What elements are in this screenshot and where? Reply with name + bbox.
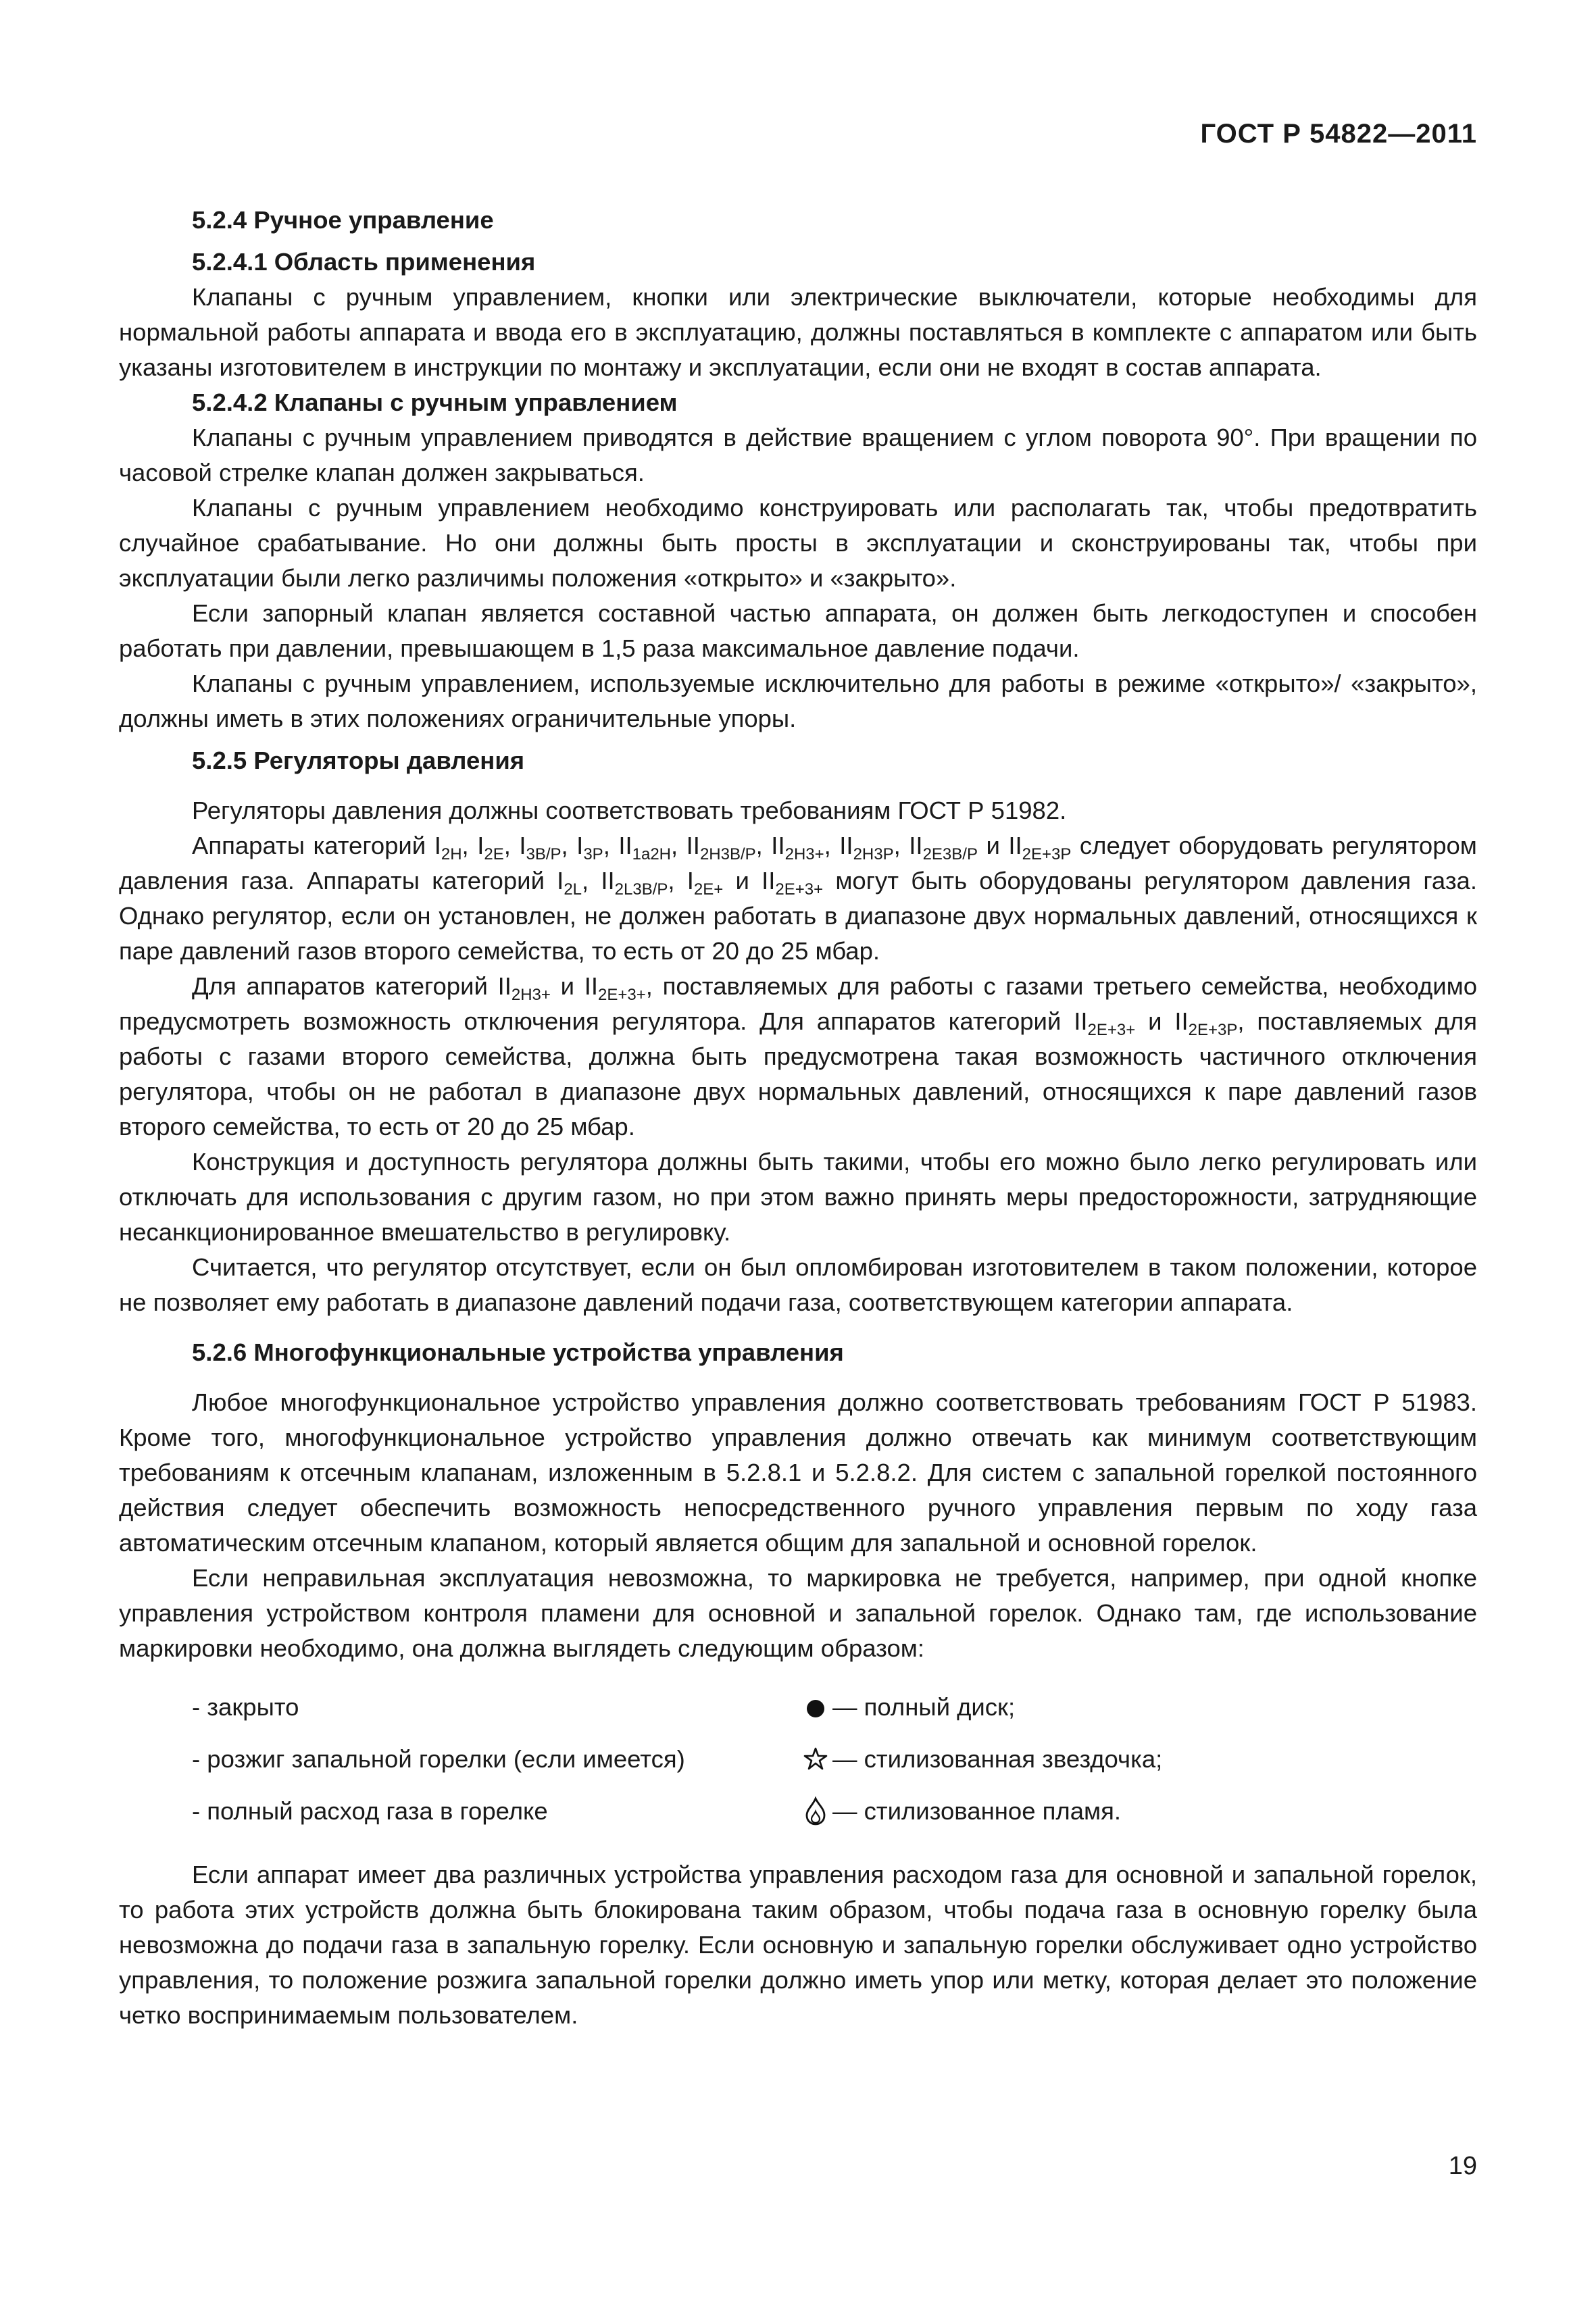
marking-label: - полный расход газа в горелке <box>192 1796 548 1825</box>
page-number: 19 <box>1448 2152 1477 2180</box>
document-body <box>119 196 1477 2033</box>
paragraph-regulator-disable: Для аппаратов категорий $II_{2H3+}$ и $II_{2E+3+}$, поставляемых для работы с газами третьего семейства, необходимо предусмотреть возможность отключения регулятора. Для аппаратов категорий $II_{2E+3+}$ и $II_{2E+3P}$, поставляемых для работы с газами второго семейства, должна быть предусмотрена такая возможность частичного отключения регулятора, чтобы он не работал в диапазоне двух нормальных давлений, относящихся к паре давлений газов второго семейства, то есть от 20 до 25 мбар. <box>119 972 1478 1140</box>
section-5-2-4-2-title: 5.2.4.2 Клапаны с ручным управлением <box>192 388 678 416</box>
marking-description: — стилизованная звездочка; <box>832 1744 1163 1773</box>
section-5-2-6-title: 5.2.6 Многофункциональные устройства управления <box>192 1338 844 1366</box>
marking-description: — полный диск; <box>832 1692 1016 1721</box>
marking-row <box>119 1785 1477 1837</box>
section-5-2-5-title: 5.2.5 Регуляторы давления <box>192 747 525 774</box>
paragraph: Клапаны с ручным управлением приводятся в действие вращением с углом поворота 90°. При вращении по часовой стрелке клапан должен закрываться. <box>119 424 1477 486</box>
filled-disc-icon <box>799 1696 832 1719</box>
marking-row <box>119 1733 1477 1785</box>
paragraph: Считается, что регулятор отсутствует, если он был опломбирован изготовителем в таком положении, которое не позволяет ему работать в диапазоне давлений подачи газа, соответствующем категории аппарата. <box>119 1253 1477 1316</box>
marking-description: — стилизованное пламя. <box>832 1796 1122 1825</box>
paragraph: Конструкция и доступность регулятора должны быть такими, чтобы его можно было легко регулировать или отключать для использования с другим газом, но при этом важно принять меры предосторожности, затрудняющие несанкционированное вмешательство в регулировку. <box>119 1148 1477 1246</box>
marking-label: - закрыто <box>192 1692 299 1721</box>
paragraph: Любое многофункциональное устройство управления должно соответствовать требованиям ГОСТ Р 51983. Кроме того, многофункциональное устройство управления должно отвечать как минимум соответствующим требованиям к отсечным клапанам, изложенным в 5.2.8.1 и 5.2.8.2. Для систем с запальной горелкой постоянного действия следует обеспечить возможность непосредственного ручного управления первым по ходу газа автоматическим отсечным клапаном, который является общим для запальной и основной горелок. <box>119 1388 1477 1557</box>
paragraph: Клапаны с ручным управлением, кнопки или электрические выключатели, которые необходимы для нормальной работы аппарата и ввода его в эксплуатацию, должны поставляться в комплекте с аппаратом или быть указаны изготовителем в инструкции по монтажу и эксплуатации, если они не входят в состав аппарата. <box>119 283 1477 381</box>
star-icon <box>799 1746 832 1773</box>
paragraph: Если аппарат имеет два различных устройства управления расходом газа для основной и запальной горелок, то работа этих устройств должна быть блокирована таким образом, чтобы подача газа в основную горелку была невозможна до подачи газа в запальную горелку. Если основную и запальную горелки обслуживает одно устройство управления, то положение розжига запальной горелки должно иметь упор или метку, которая делает это положение четко воспринимаемым пользователем. <box>119 1861 1477 2029</box>
marking-label: - розжиг запальной горелки (если имеется) <box>192 1744 685 1773</box>
paragraph: Если запорный клапан является составной частью аппарата, он должен быть легкодоступен и способен работать при давлении, превышающем в 1,5 раза максимальное давление подачи. <box>119 599 1477 662</box>
marking-row <box>119 1681 1477 1733</box>
paragraph-appliance-categories: Аппараты категорий $I_{2H}$, $I_{2E}$, $I_{3B/P}$, $I_{3P}$, $II_{1a2H}$, $II_{2H3B/P}$, $II_{2H3+}$, $II_{2H3P}$, $II_{2E3B/P}$ и $II_{2E+3P}$ следует оборудовать регулятором давления газа. Аппараты категорий $I_{2L}$, $II_{2L3B/P}$, $I_{2E+}$ и $II_{2E+3+}$ могут быть оборудованы регулятором давления газа. Однако регулятор, если он установлен, не должен работать в диапазоне двух нормальных давлений, относящихся к паре давлений газов второго семейства, то есть от 20 до 25 мбар. <box>119 832 1477 965</box>
marking-list <box>119 1681 1477 1837</box>
paragraph: Если неправильная эксплуатация невозможна, то маркировка не требуется, например, при одной кнопке управления устройством контроля пламени для основной и запальной горелок. Однако там, где использование маркировки необходимо, она должна выглядеть следующим образом: <box>119 1564 1477 1662</box>
paragraph: Регуляторы давления должны соответствовать требованиям ГОСТ Р 51982. <box>192 797 1067 824</box>
section-5-2-4-1-title: 5.2.4.1 Область применения <box>192 248 536 276</box>
section-5-2-4-title: 5.2.4 Ручное управление <box>192 206 494 234</box>
paragraph: Клапаны с ручным управлением необходимо конструировать или располагать так, чтобы предотвратить случайное срабатывание. Но они должны быть просты в эксплуатации и сконструированы так, чтобы при эксплуатации были легко различимы положения «открыто» и «закрыто». <box>119 494 1477 592</box>
standard-header: ГОСТ Р 54822—2011 <box>1200 119 1477 149</box>
flame-icon <box>799 1796 832 1826</box>
paragraph: Клапаны с ручным управлением, используемые исключительно для работы в режиме «открыто»/ «закрыто», должны иметь в этих положениях ограничительные упоры. <box>119 670 1477 732</box>
